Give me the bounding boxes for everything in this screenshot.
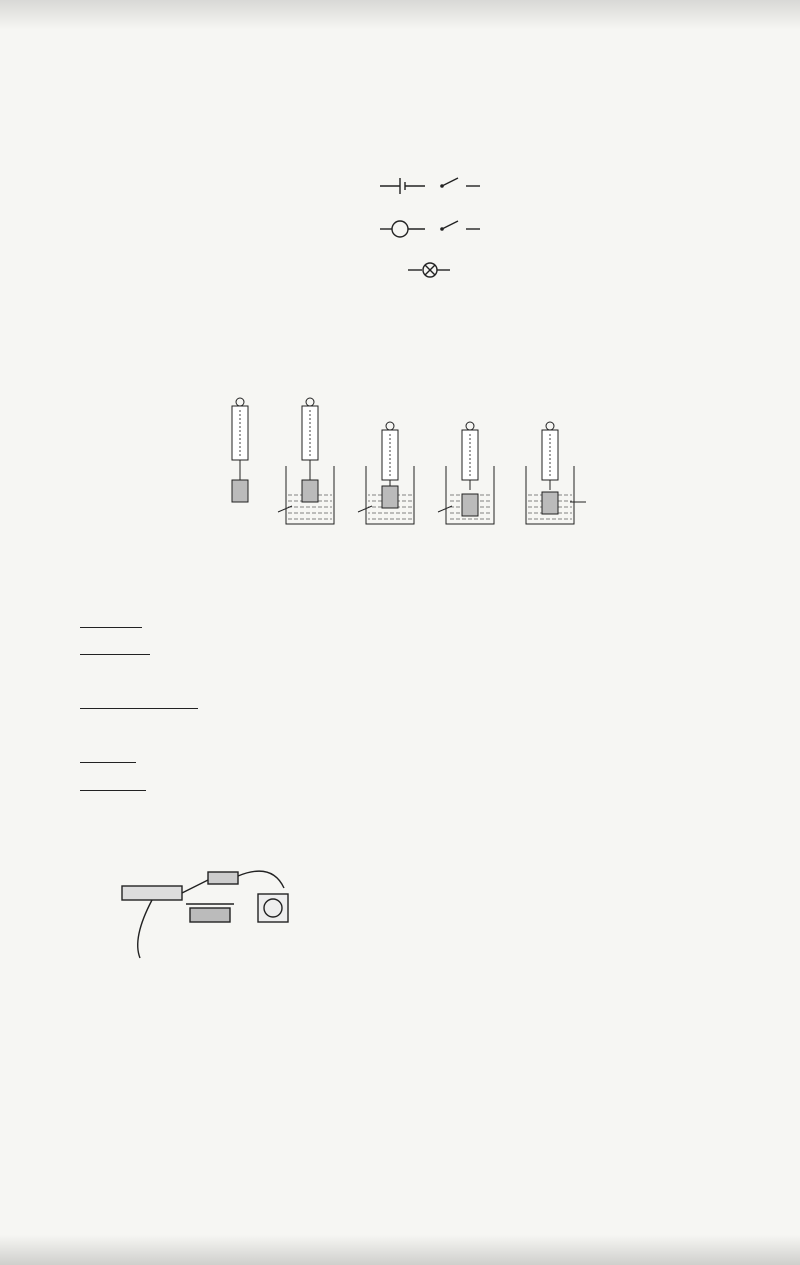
scale-jia bbox=[232, 398, 248, 502]
answer-blank[interactable] bbox=[80, 694, 198, 709]
battery-pack bbox=[122, 886, 182, 900]
answer-blank[interactable] bbox=[80, 776, 146, 791]
motor-symbol bbox=[392, 221, 408, 237]
switch-s2-lever bbox=[442, 221, 458, 229]
q19-part2-line1 bbox=[80, 640, 150, 660]
q19-part3-line2 bbox=[80, 748, 136, 768]
answer-blank[interactable] bbox=[80, 613, 142, 628]
q19-spring-scale-diagram bbox=[210, 396, 680, 556]
q19-part2-line3 bbox=[80, 694, 198, 714]
q19-part1-line2 bbox=[80, 613, 142, 633]
switch-box bbox=[208, 872, 238, 884]
q19-part4 bbox=[80, 776, 146, 796]
ammeter-box bbox=[258, 894, 288, 922]
scale-bing bbox=[366, 422, 414, 524]
answer-blank[interactable] bbox=[80, 640, 150, 655]
answer-blank[interactable] bbox=[80, 748, 136, 763]
scan-shadow-bottom bbox=[0, 1235, 800, 1265]
scale-yi bbox=[286, 398, 334, 524]
scale-ding bbox=[446, 422, 494, 524]
scale-wu bbox=[526, 422, 574, 524]
q18-circuit-diagram bbox=[370, 172, 490, 282]
q20-circuit-photo-jia bbox=[112, 858, 312, 1006]
rheostat bbox=[190, 908, 230, 922]
scan-shadow-top bbox=[0, 0, 800, 30]
switch-s1-lever bbox=[442, 178, 458, 186]
